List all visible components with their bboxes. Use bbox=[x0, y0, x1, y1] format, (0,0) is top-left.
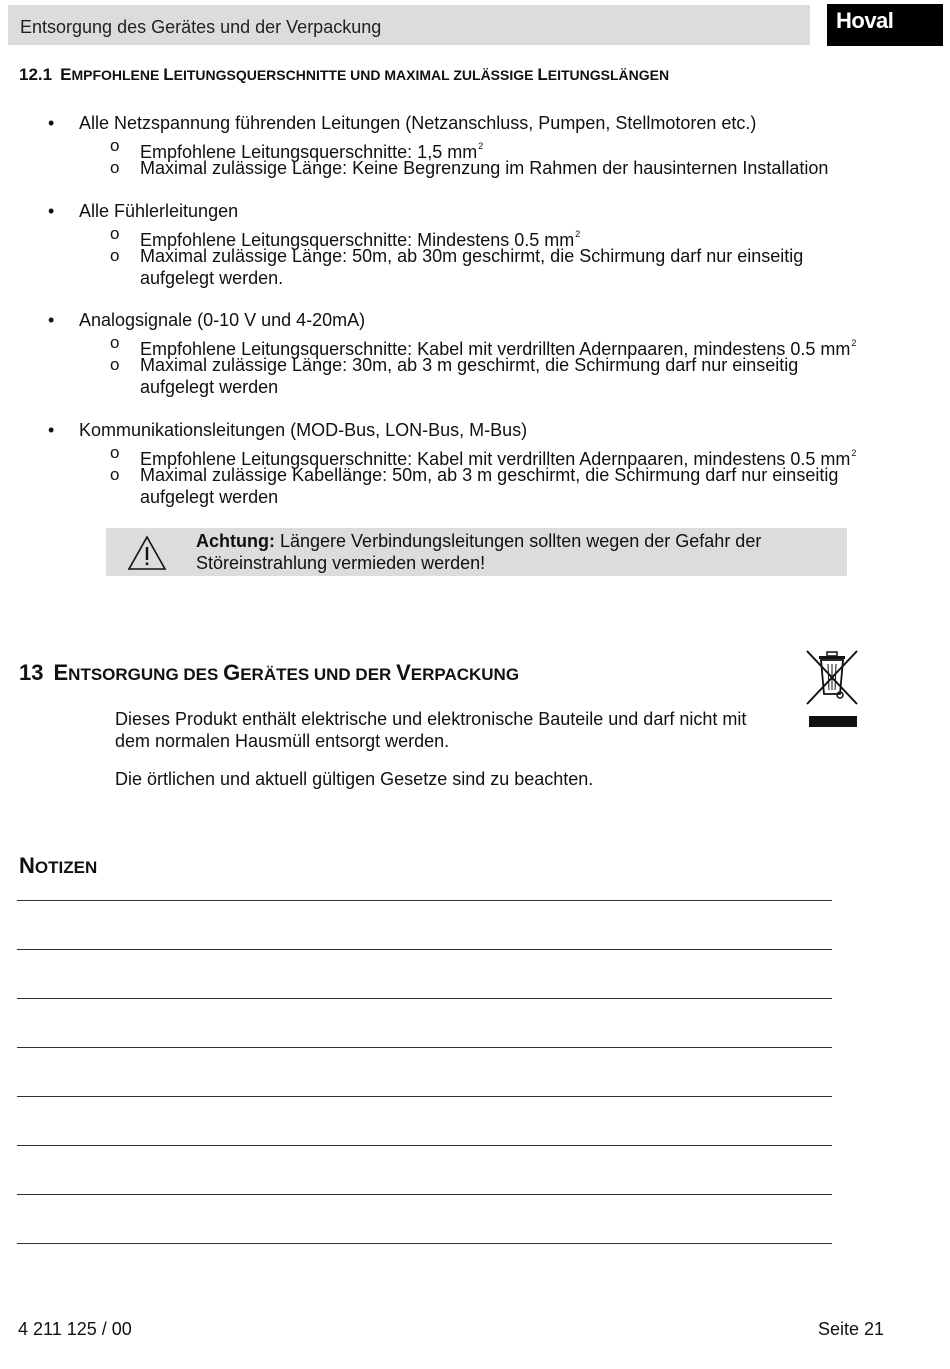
list-item-label: Kommunikationsleitungen (MOD-Bus, LON-Bus, M-Bus) bbox=[79, 420, 528, 440]
sub-item: Maximal zulässige Länge: Keine Begrenzung im Rahmen der hausinternen Installation bbox=[140, 158, 829, 178]
section-number: 13 bbox=[19, 660, 44, 685]
note-line bbox=[17, 1047, 832, 1048]
disposal-laws-paragraph: Die örtlichen und aktuell gültigen Gesetze sind zu beachten. bbox=[115, 769, 594, 789]
disposal-paragraph: Dieses Produkt enthält elektrische und elektronische Bauteile und darf nicht mit dem normalen Hausmüll entsorgt werden. bbox=[115, 709, 747, 751]
sub-bullet: o bbox=[110, 443, 120, 462]
section-12-1-heading: 12.1 EMPFOHLENE LEITUNGSQUERSCHNITTE UND MAXIMAL ZULÄSSIGE LEITUNGSLÄNGEN bbox=[19, 65, 670, 84]
note-line bbox=[17, 900, 832, 901]
header-bar bbox=[8, 5, 810, 45]
list-item-label: Alle Fühlerleitungen bbox=[79, 201, 239, 221]
sub-bullet: o bbox=[110, 333, 120, 352]
warning-triangle-icon bbox=[126, 534, 168, 572]
section-number: 12.1 bbox=[19, 65, 53, 84]
sub-item: Empfohlene Leitungsquerschnitte: Mindestens 0.5 $mm^2$ bbox=[140, 229, 581, 250]
note-line bbox=[17, 998, 832, 999]
sub-item: Maximal zulässige Länge: 30m, ab 3 m geschirmt, die Schirmung darf nur einseitig aufgelegt werden bbox=[140, 355, 799, 397]
logo-text: Hoval bbox=[836, 8, 894, 33]
sub-bullet: o bbox=[110, 136, 120, 155]
note-line bbox=[17, 1194, 832, 1195]
notes-heading: NOTIZEN bbox=[19, 853, 98, 878]
section-13-heading: 13 ENTSORGUNG DES GERÄTES UND DER VERPACKUNG bbox=[19, 660, 520, 685]
sub-bullet: o bbox=[110, 224, 120, 243]
warning-text: Achtung: Längere Verbindungsleitungen sollten wegen der Gefahr der Störeinstrahlung vermieden werden! bbox=[196, 531, 762, 573]
note-line bbox=[17, 949, 832, 950]
list-item-label: Alle Netzspannung führenden Leitungen (Netzanschluss, Pumpen, Stellmotoren etc.) bbox=[79, 113, 757, 133]
hoval-logo bbox=[827, 4, 943, 46]
sub-item: Maximal zulässige Kabellänge: 50m, ab 3 m geschirmt, die Schirmung darf nur einseitig aufgelegt werden bbox=[140, 465, 839, 507]
list-item-label: Analogsignale (0-10 V und 4-20mA) bbox=[79, 310, 366, 330]
bullet: • bbox=[48, 113, 55, 133]
footer-page-number: Seite 21 bbox=[818, 1319, 885, 1339]
bullet: • bbox=[48, 420, 55, 440]
sub-bullet: o bbox=[110, 465, 120, 484]
crossed-out-bin-icon bbox=[804, 648, 860, 730]
bullet: • bbox=[48, 201, 55, 221]
header-title: Entsorgung des Gerätes und der Verpackung bbox=[20, 17, 382, 37]
note-line bbox=[17, 1145, 832, 1146]
footer-doc-number: 4 211 125 / 00 bbox=[18, 1319, 132, 1339]
sub-bullet: o bbox=[110, 355, 120, 374]
warning-label: Achtung: bbox=[196, 531, 275, 551]
sub-item: Empfohlene Leitungsquerschnitte: Kabel mit verdrillten Adernpaaren, mindestens 0.5 $mm^2$ bbox=[140, 448, 857, 469]
note-line bbox=[17, 1243, 832, 1244]
sub-item: Maximal zulässige Länge: 50m, ab 30m geschirmt, die Schirmung darf nur einseitig aufgelegt werden. bbox=[140, 246, 804, 288]
sub-item: Empfohlene Leitungsquerschnitte: Kabel mit verdrillten Adernpaaren, mindestens 0.5 $mm^2$ bbox=[140, 338, 857, 359]
note-line bbox=[17, 1096, 832, 1097]
warning-box bbox=[106, 528, 847, 576]
bullet: • bbox=[48, 310, 55, 330]
sub-item: Empfohlene Leitungsquerschnitte: 1,5 $mm^2$ bbox=[140, 141, 484, 162]
sub-bullet: o bbox=[110, 158, 120, 177]
sub-bullet: o bbox=[110, 246, 120, 265]
